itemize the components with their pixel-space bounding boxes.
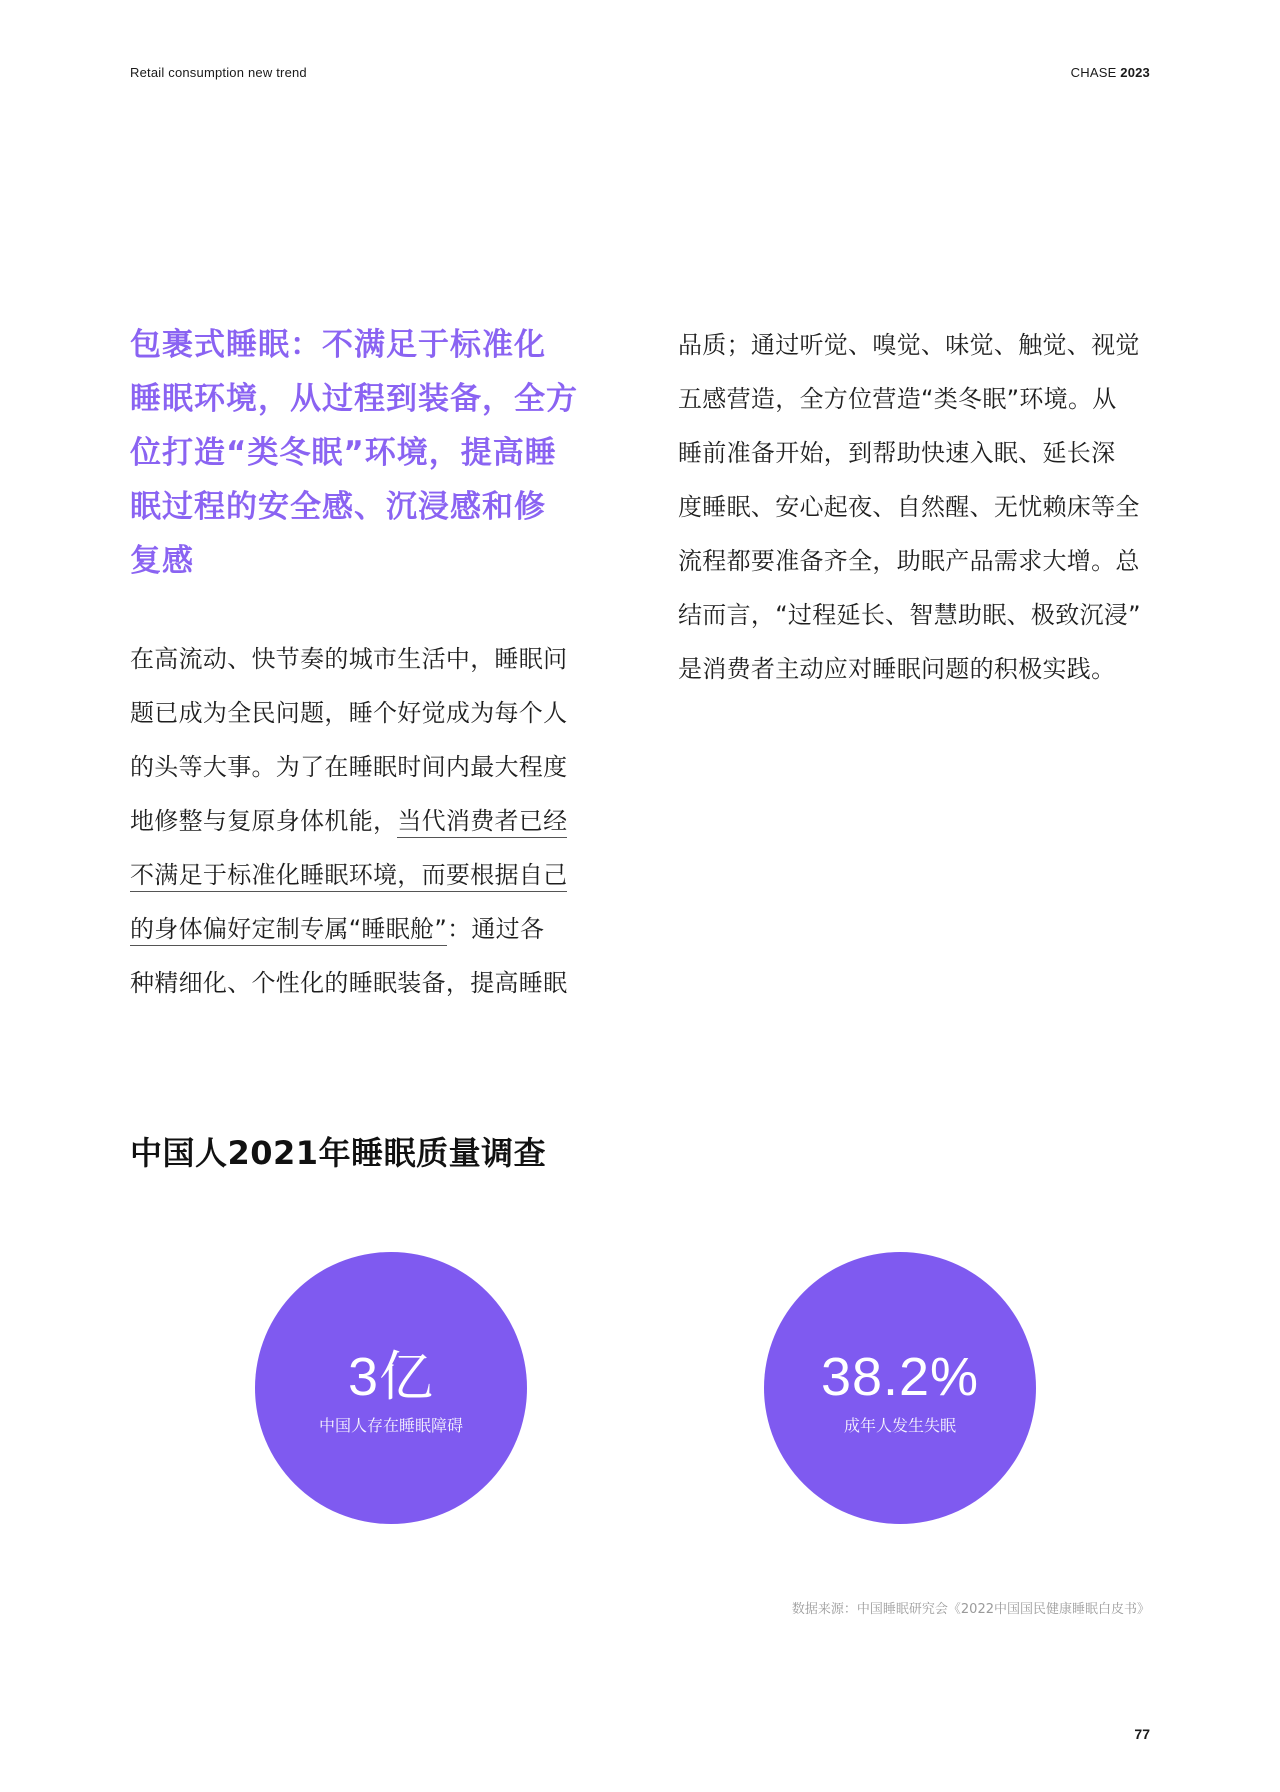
underlined-emphasis: 的身体偏好定制专属“睡眠舱” (130, 915, 447, 946)
body-line: 品质；通过听觉、嗅觉、味觉、触觉、视觉 (678, 331, 1140, 359)
body-line: 的头等大事。为了在睡眠时间内最大程度 (130, 753, 568, 781)
underlined-emphasis: 不满足于标准化睡眠环境，而要根据自己 (130, 861, 567, 892)
body-line: 是消费者主动应对睡眠问题的积极实践。 (678, 655, 1116, 683)
stat-label: 中国人存在睡眠障碍 (318, 1415, 463, 1435)
data-source-note: 数据来源：中国睡眠研究会《2022中国国民健康睡眠白皮书》 (791, 1602, 1150, 1617)
underlined-emphasis: 当代消费者已经 (397, 807, 567, 838)
body-line: 在高流动、快节奏的城市生活中，睡眠问 (130, 645, 568, 673)
body-line: 度睡眠、安心起夜、自然醒、无忧赖床等全 (678, 493, 1140, 521)
body-text-plain: 地修整与复原身体机能， (130, 807, 398, 835)
body-line: 睡前准备开始，到帮助快速入眠、延长深 (678, 439, 1116, 467)
left-body-paragraph (130, 632, 614, 1010)
body-line (130, 902, 614, 956)
body-line: 种精细化、个性化的睡眠装备，提高睡眠 (130, 969, 568, 997)
body-text-plain: ：通过各 (447, 915, 545, 943)
header-brand: CHASE (1070, 64, 1117, 80)
stat-circle-insomnia (764, 1252, 1036, 1524)
header-year: 2023 (1120, 64, 1150, 80)
body-line: 题已成为全民问题，睡个好觉成为每个人 (130, 699, 568, 727)
headline-line: 位打造“类冬眠”环境，提高睡 (130, 435, 557, 471)
stat-label: 成年人发生失眠 (843, 1415, 956, 1435)
headline-line: 复感 (130, 543, 194, 579)
header-brand-year (1071, 65, 1150, 80)
body-line: 结而言，“过程延长、智慧助眠、极致沉浸” (678, 601, 1141, 629)
body-line (130, 794, 614, 848)
headline-line: 睡眠环境，从过程到装备，全方 (130, 381, 578, 417)
stat-value: 38.2% (820, 1346, 980, 1407)
page-number: 77 (1134, 1726, 1150, 1742)
stat-value: 3亿 (347, 1346, 435, 1407)
stat-circle-sleep-disorder (255, 1252, 527, 1524)
body-line: 五感营造，全方位营造“类冬眠”环境。从 (678, 385, 1117, 413)
headline-line: 包裹式睡眠：不满足于标准化 (130, 327, 546, 363)
right-column (678, 318, 1162, 696)
section-headline (130, 318, 614, 588)
body-line (130, 848, 614, 902)
survey-title: 中国人2021年睡眠质量调查 (130, 1134, 547, 1172)
body-line: 流程都要准备齐全，助眠产品需求大增。总 (678, 547, 1140, 575)
headline-line: 眠过程的安全感、沉浸感和修 (130, 489, 546, 525)
left-column (130, 318, 614, 1010)
header-section-title: Retail consumption new trend (130, 64, 307, 80)
running-header (130, 62, 1150, 82)
